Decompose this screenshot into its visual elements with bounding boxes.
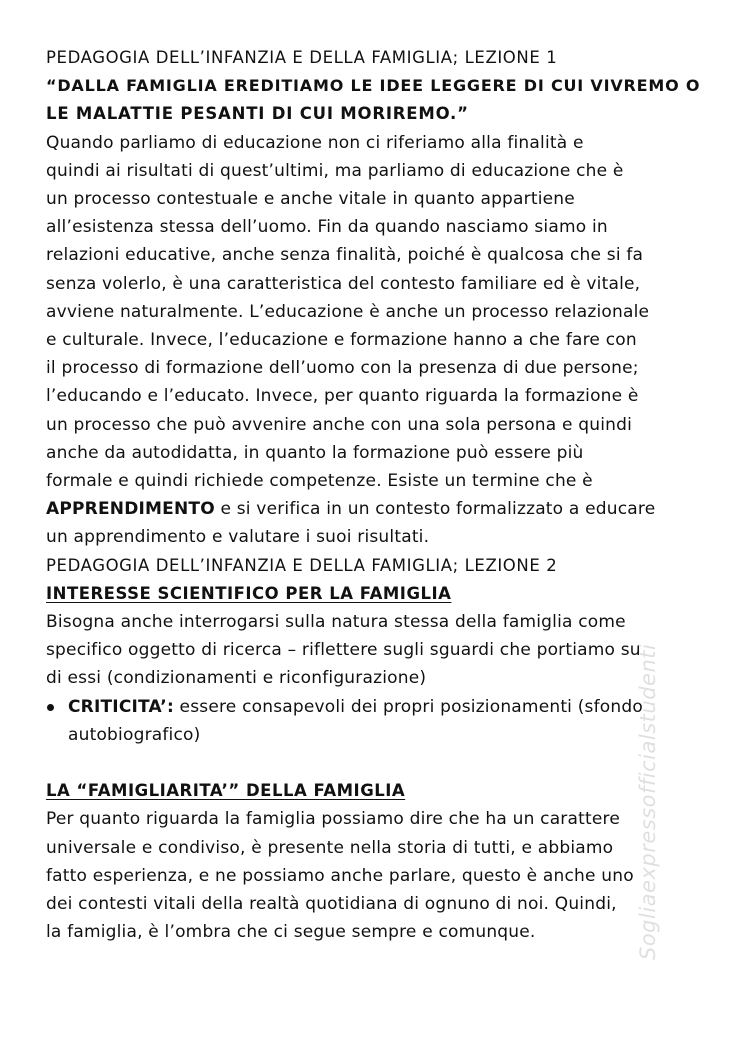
document-page xyxy=(46,44,706,946)
watermark: Sogliaexpressofficialstudenti xyxy=(636,643,660,960)
body-line: Bisogna anche interrogarsi sulla natura stessa della famiglia come xyxy=(46,612,626,633)
lesson2-subheading: INTERESSE SCIENTIFICO PER LA FAMIGLIA xyxy=(46,583,452,603)
body-line: quindi ai risultati di quest’ultimi, ma parliamo di educazione che è xyxy=(46,160,624,181)
body-line: avviene naturalmente. L’educazione è anche un processo relazionale xyxy=(46,301,650,322)
body-line: un processo che può avvenire anche con una sola persona e quindi xyxy=(46,414,633,435)
quote-line-2: LE MALATTIE PESANTI DI CUI MORIREMO.” xyxy=(46,104,469,124)
bullet-dot-icon xyxy=(47,704,54,711)
body-line: relazioni educative, anche senza finalità, poiché è qualcosa che si fa xyxy=(46,245,644,266)
body-line: un processo contestuale e anche vitale in quanto appartiene xyxy=(46,189,575,210)
section3-body xyxy=(46,805,706,946)
bullet-item xyxy=(46,693,706,721)
body-line: specifico oggetto di ricerca – riflettere sugli sguardi che portiamo su xyxy=(46,640,641,661)
body-line: di essi (condizionamenti e riconfigurazione) xyxy=(46,668,427,689)
section3-subheading: LA “FAMIGLIARITA’” DELLA FAMIGLIA xyxy=(46,781,406,801)
body-line: formale e quindi richiede competenze. Esiste un termine che è xyxy=(46,471,593,492)
bullet-continuation: autobiografico) xyxy=(68,724,201,745)
body-line: il processo di formazione dell’uomo con la presenza di due persone; xyxy=(46,358,639,379)
body-line: fatto esperienza, e ne possiamo anche parlare, questo è anche uno xyxy=(46,865,634,886)
body-line: un apprendimento e valutare i suoi risultati. xyxy=(46,527,430,548)
body-line: all’esistenza stessa dell’uomo. Fin da quando nasciamo siamo in xyxy=(46,217,608,238)
body-line: anche da autodidatta, in quanto la formazione può essere più xyxy=(46,442,584,463)
body-line: Per quanto riguarda la famiglia possiamo dire che ha un carattere xyxy=(46,809,620,830)
spacer xyxy=(46,749,706,777)
bold-term: APPRENDIMENTO xyxy=(46,499,215,520)
body-line: dei contesti vitali della realtà quotidiana di ognuno di noi. Quindi, xyxy=(46,894,617,915)
body-line-with-term xyxy=(46,495,706,523)
body-line: la famiglia, è l’ombra che ci segue sempre e comunque. xyxy=(46,922,536,943)
lesson2-body xyxy=(46,608,706,693)
body-line: e culturale. Invece, l’educazione e formazione hanno a che fare con xyxy=(46,330,637,351)
term-rest: e si verifica in un contesto formalizzato a educare xyxy=(214,499,656,520)
bullet-text: essere consapevoli dei propri posizionamenti (sfondo xyxy=(173,696,643,717)
lesson2-heading: PEDAGOGIA DELL’INFANZIA E DELLA FAMIGLIA; LEZIONE 2 xyxy=(46,555,558,575)
body-line: universale e condiviso, è presente nella storia di tutti, e abbiamo xyxy=(46,837,614,858)
lesson1-body xyxy=(46,129,706,552)
body-line: l’educando e l’educato. Invece, per quanto riguarda la formazione è xyxy=(46,386,639,407)
body-line: Quando parliamo di educazione non ci riferiamo alla finalità e xyxy=(46,132,584,153)
quote-line-1: “DALLA FAMIGLIA EREDITIAMO LE IDEE LEGGERE DI CUI VIVREMO O xyxy=(46,76,701,96)
bullet-label: CRITICITA’: xyxy=(68,696,174,717)
body-line: senza volerlo, è una caratteristica del contesto familiare ed è vitale, xyxy=(46,273,641,294)
lesson1-heading: PEDAGOGIA DELL’INFANZIA E DELLA FAMIGLIA; LEZIONE 1 xyxy=(46,48,558,67)
